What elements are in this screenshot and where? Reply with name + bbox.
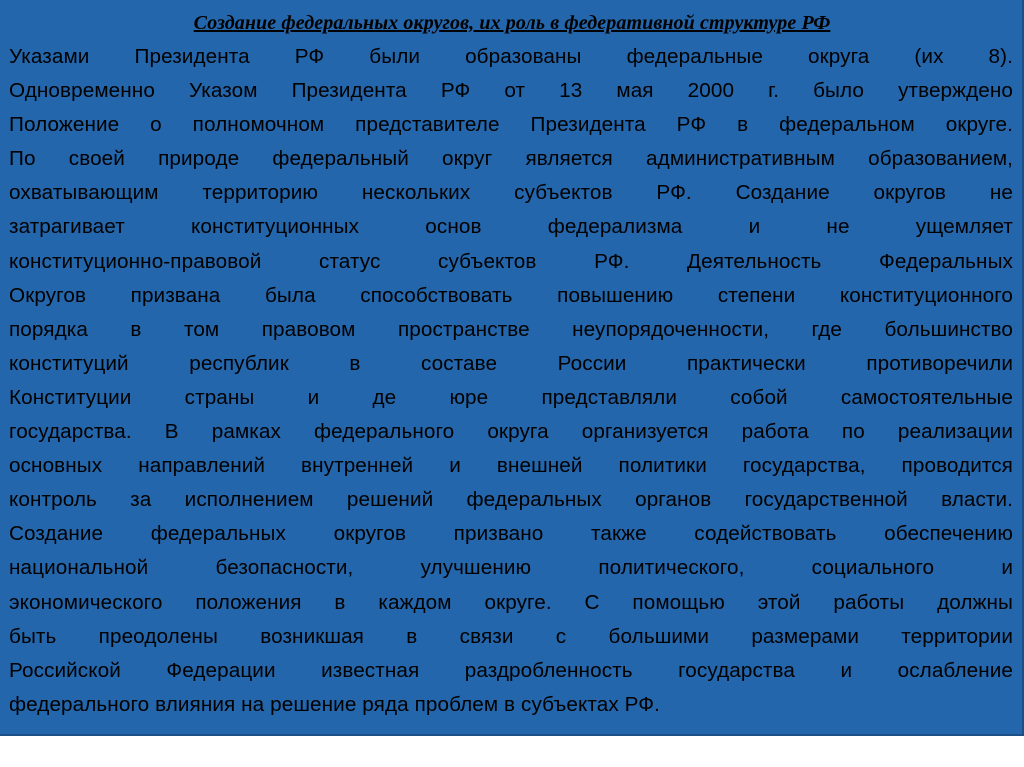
body-line: Положение о полномочном представителе Президента РФ в федеральном округе. — [9, 113, 1013, 137]
body-line: порядка в том правовом пространстве неупорядоченности, где большинство — [9, 317, 1013, 341]
page-bottom-margin — [0, 736, 1024, 767]
body-line: затрагивает конституционных основ федерализма и не ущемляет — [9, 215, 1013, 239]
slide-body-text — [9, 40, 1013, 722]
body-line: По своей природе федеральный округ является административным образованием, — [9, 147, 1013, 171]
body-line: контроль за исполнением решений федеральных органов государственной власти. — [9, 488, 1013, 512]
body-line: Указами Президента РФ были образованы федеральные округа (их 8). — [9, 45, 1013, 68]
body-line: конституций республик в составе России практически противоречили — [9, 351, 1013, 375]
body-line: Округов призвана была способствовать повышению степени конституционного — [9, 283, 1013, 307]
slide-title: Создание федеральных округов, их роль в федеративной структуре РФ — [193, 12, 831, 34]
body-line: основных направлений внутренней и внешней политики государства, проводится — [9, 454, 1013, 478]
body-line: государства. В рамках федерального округа организуется работа по реализации — [9, 420, 1013, 444]
body-line: Одновременно Указом Президента РФ от 13 мая 2000 г. было утверждено — [9, 79, 1013, 103]
body-line: Конституции страны и де юре представляли собой самостоятельные — [9, 385, 1013, 409]
body-line: федерального влияния на решение ряда проблем в субъектах РФ. — [9, 692, 660, 716]
body-line: конституционно-правовой статус субъектов РФ. Деятельность Федеральных — [9, 249, 1013, 273]
body-line: охватывающим территорию нескольких субъектов РФ. Создание округов не — [9, 181, 1013, 205]
body-line: Создание федеральных округов призвано также содействовать обеспечению — [9, 522, 1013, 546]
body-line: национальной безопасности, улучшению политического, социального и — [9, 556, 1013, 580]
body-line: Российской Федерации известная раздробленность государства и ослабление — [9, 658, 1013, 682]
body-line: быть преодолены возникшая в связи с большими размерами территории — [9, 624, 1013, 648]
body-line: экономического положения в каждом округе. С помощью этой работы должны — [9, 590, 1013, 614]
